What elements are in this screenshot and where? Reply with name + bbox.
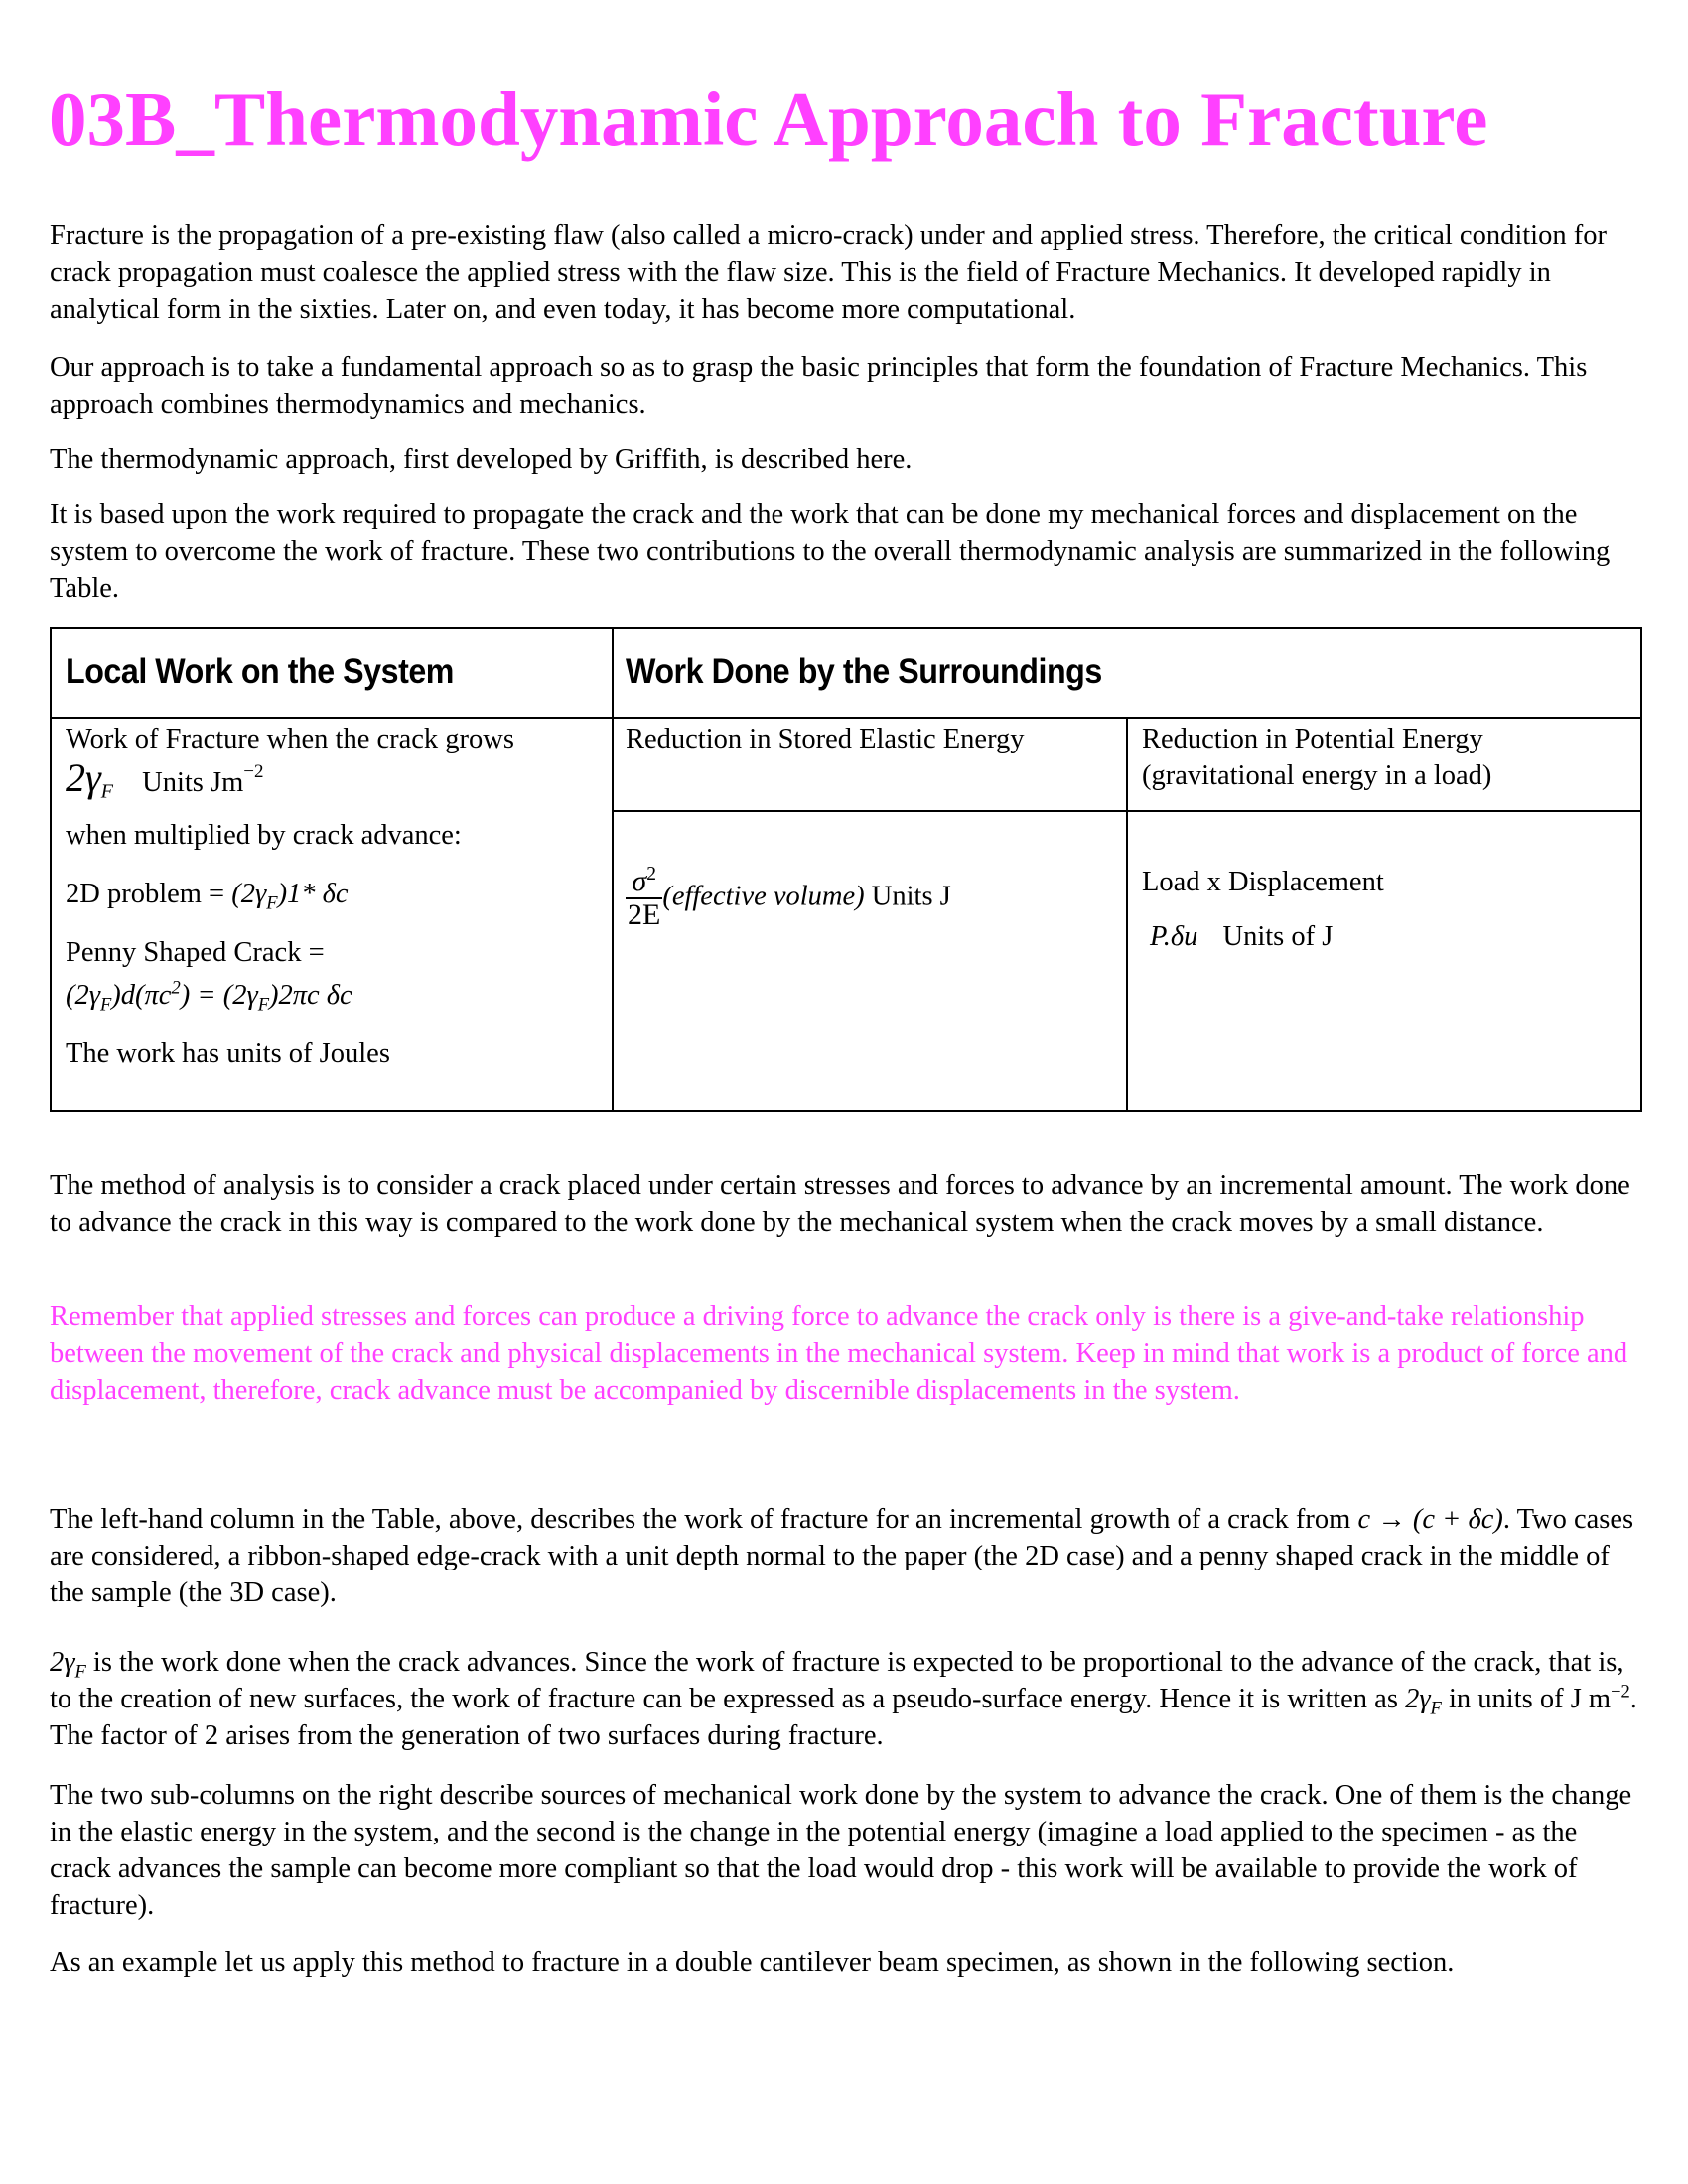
- penny-part-a: (2γ: [66, 980, 100, 1011]
- load-displacement-label: Load x Displacement: [1142, 867, 1384, 897]
- summary-table: [50, 627, 1642, 1112]
- load-units: Units of J: [1222, 921, 1334, 952]
- potential-energy-formula: [1142, 864, 1628, 955]
- twod-tail: )1* δc: [277, 879, 349, 909]
- penny-sub-1: F: [99, 994, 112, 1016]
- fraction-numerator: $\sigma^2$: [626, 866, 662, 899]
- units-label: Units Jm: [142, 767, 244, 798]
- twod-label: 2D problem =: [66, 879, 232, 909]
- method-paragraph: The method of analysis is to consider a crack placed under certain stresses and forces to advance by an incremental amount. The work done to advance the crack in this way is compared to the work done by the mechanical system when the crack moves by a small distance.: [50, 1170, 1630, 1238]
- penny-part-c: ) = (2γ: [180, 980, 258, 1011]
- penny-sup: 2: [171, 977, 181, 999]
- crack-increment-expression: c → (c + δc): [1357, 1504, 1503, 1535]
- intro-paragraph-2: Our approach is to take a fundamental approach so as to grasp the basic principles that form the foundation of Fracture Mechanics. This approach combines thermodynamics and mechanics.: [50, 352, 1588, 420]
- left-column: [66, 721, 602, 1072]
- penny-part-b: )d(πc: [111, 980, 172, 1011]
- gamma-expression: 2γ: [66, 755, 101, 800]
- table-header-surroundings: Work Done by the Surroundings: [626, 652, 1102, 691]
- table-header-local-work: Local Work on the System: [66, 652, 454, 691]
- page-title: 03B_Thermodynamic Approach to Fracture: [49, 76, 1488, 162]
- stress-fraction: [626, 866, 662, 931]
- table-subheader-rule: [612, 810, 1640, 812]
- subcolumns-paragraph: The two sub-columns on the right describe sources of mechanical work done by the system to advance the crack. One of them is the change in the elastic energy in the system, and the second is the change in the potential energy (imagine a load applied to the specimen - as the crack advances the sample can become more compliant so that the load would drop - this work will be available to provide the work of fracture).: [50, 1780, 1632, 1921]
- effective-volume-expression: (effective volume): [662, 881, 865, 912]
- twod-expression: (2γ: [231, 879, 267, 909]
- fraction-denominator: 2E: [628, 898, 661, 931]
- intro-paragraph-3: The thermodynamic approach, first developed by Griffith, is described here.: [50, 444, 913, 475]
- gamma-paragraph: $2\gamma_F$ is the work done when the crack advances. Since the work of fracture is expected to be proportional to the advance of the crack, that is, to the creation of new surfaces, the work of fracture can be expressed as a pseudo-surface energy. Hence it is written as $2\gamma_F$ in units of J $m^{-2}$. The factor of 2 arises from the generation of two surfaces during fracture.: [50, 1647, 1637, 1751]
- gamma-units-row: [66, 755, 602, 803]
- twod-subscript: F: [266, 892, 278, 914]
- table-divider-left: [612, 629, 614, 1110]
- gamma-inline-expression: 2γ: [50, 1647, 75, 1678]
- load-expression: P.δu: [1150, 921, 1198, 952]
- twod-problem-row: [66, 876, 602, 912]
- potential-heading-line-1: Reduction in Potential Energy: [1142, 724, 1483, 754]
- left-hand-column-paragraph: The left-hand column in the Table, above, describes the work of fracture for an incremental growth of a crack from c → (c + δc). Two cases are considered, a ribbon-shaped edge-crack with a unit depth normal to the paper (the 2D case) and a penny shaped crack in the middle of the sample (the 3D case).: [50, 1504, 1634, 1608]
- intro-paragraph-4: It is based upon the work required to propagate the crack and the work that can be done my mechanical forces and displacement on the system to overcome the work of fracture. These two contributions to the overall thermodynamic analysis are summarized in the following Table.: [50, 499, 1611, 604]
- gamma-subscript: F: [100, 780, 113, 803]
- work-of-fracture-label: Work of Fracture when the crack grows: [66, 724, 514, 754]
- remember-paragraph: Remember that applied stresses and forces can produce a driving force to advance the crack only is there is a give-and-take relationship between the movement of the crack and physical displacements in the mechanical system. Keep in mind that work is a product of force and displacement, therefore, crack advance must be accompanied by discernible displacements in the system.: [50, 1301, 1628, 1406]
- penny-sub-2: F: [257, 994, 269, 1016]
- penny-expression-row: [66, 977, 602, 1014]
- penny-part-d: )2πc δc: [269, 980, 352, 1011]
- elastic-units: Units J: [871, 881, 951, 912]
- elastic-energy-heading: Reduction in Stored Elastic Energy: [626, 724, 1025, 754]
- penny-label: Penny Shaped Crack =: [66, 937, 325, 968]
- load-expression-row: [1142, 918, 1628, 955]
- units-exponent: −2: [243, 760, 264, 782]
- table-divider-right: [1126, 717, 1128, 1110]
- intro-paragraph-1: Fracture is the propagation of a pre-existing flaw (also called a micro-crack) under and applied stress. Therefore, the critical condition for crack propagation must coalesce the applied stress with the flaw size. This is the field of Fracture Mechanics. It developed rapidly in analytical form in the sixties. Later on, and even today, it has become more computational.: [50, 220, 1607, 325]
- table-header-rule: [52, 717, 1640, 719]
- potential-heading-line-2: (gravitational energy in a load): [1142, 760, 1492, 791]
- units-joules-label: The work has units of Joules: [66, 1038, 390, 1069]
- multiplied-label: when multiplied by crack advance:: [66, 820, 462, 851]
- elastic-energy-formula: [626, 866, 1118, 931]
- gamma-inline-expression-2: 2γ: [1405, 1684, 1431, 1714]
- potential-energy-heading: [1142, 721, 1628, 794]
- example-paragraph: As an example let us apply this method to fracture in a double cantilever beam specimen, as shown in the following section.: [50, 1947, 1455, 1978]
